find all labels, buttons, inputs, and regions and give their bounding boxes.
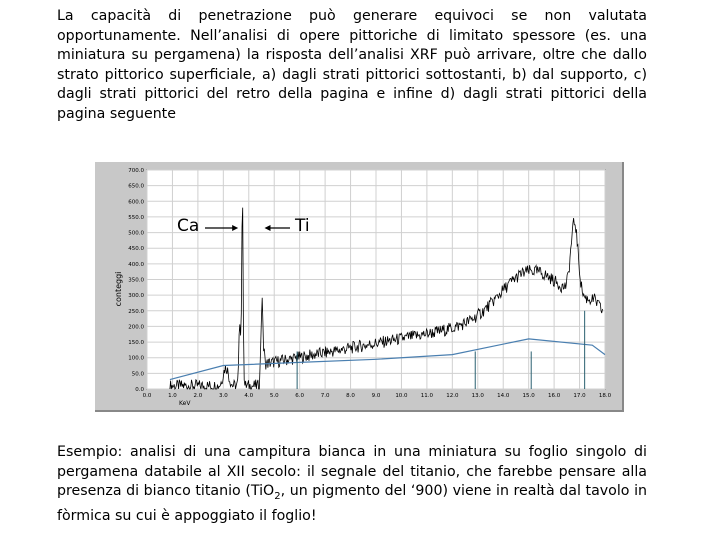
y-tick-label: 450.0 bbox=[128, 246, 144, 253]
x-tick-label: 1.0 bbox=[168, 393, 177, 399]
y-tick-label: 650.0 bbox=[128, 183, 144, 190]
x-tick-label: 13.0 bbox=[471, 393, 484, 399]
example-text-2: , un pigmento del ‘900) viene in realtà dal tavolo in fòrmica su cui è appoggiato il foglio! bbox=[57, 483, 647, 524]
x-tick-label: 16.0 bbox=[547, 393, 561, 399]
y-tick-label: 150.0 bbox=[128, 340, 144, 347]
xrf-spectrum-chart bbox=[95, 162, 622, 410]
example-text-1: Esempio: analisi di una campitura bianca in una miniatura su foglio singolo di pergamena databile al XII secolo: il segnale del titanio, che farebbe pensare alla presenza di bianco titanio (TiO bbox=[57, 444, 647, 500]
x-tick-label: 3.0 bbox=[218, 393, 228, 399]
y-tick-label: 550.0 bbox=[128, 214, 144, 221]
x-tick-label: 7.0 bbox=[320, 393, 330, 399]
x-tick-label: 6.0 bbox=[295, 393, 305, 399]
y-tick-label: 700.0 bbox=[128, 168, 144, 174]
x-tick-label: 14.0 bbox=[497, 393, 510, 399]
annotation-ti: Ti bbox=[295, 216, 310, 236]
x-tick-label: 9.0 bbox=[371, 393, 381, 399]
example-paragraph bbox=[57, 443, 647, 526]
x-tick-label: 12.0 bbox=[446, 393, 459, 399]
y-tick-label: 300.0 bbox=[128, 293, 144, 300]
x-axis-label: KeV bbox=[179, 400, 191, 407]
annotation-ca: Ca bbox=[177, 216, 200, 236]
x-tick-label: 8.0 bbox=[346, 393, 355, 399]
y-tick-label: 250.0 bbox=[128, 308, 144, 315]
x-tick-label: 17.0 bbox=[573, 393, 586, 399]
y-axis-label: conteggi bbox=[114, 271, 123, 307]
x-tick-label: 4.0 bbox=[244, 393, 254, 399]
x-tick-label: 15.0 bbox=[522, 393, 535, 399]
example-subscript: 2 bbox=[274, 491, 281, 503]
x-tick-label: 10.0 bbox=[395, 393, 408, 399]
y-tick-label: 100.0 bbox=[128, 355, 144, 362]
x-tick-label: 2.0 bbox=[193, 393, 203, 399]
y-tick-label: 500.0 bbox=[128, 230, 144, 237]
y-tick-label: 50.0 bbox=[131, 371, 144, 378]
y-tick-label: 400.0 bbox=[128, 261, 144, 268]
y-tick-label: 350.0 bbox=[128, 277, 144, 284]
x-tick-label: 11.0 bbox=[420, 393, 434, 399]
intro-paragraph: La capacità di penetrazione può generare equivoci se non valutata opportunamente. Nell’analisi di opere pittoriche di limitato spessore (es. una miniatura su pergamena) la risposta dell’analisi XRF può arrivare, oltre che dallo strato pittorico superficiale, a) dagli strati pittorici sottostanti, b) dal supporto, c) dagli strati pittorici del retro della pagina e infine d) dagli strati pittorici della pagina seguente bbox=[57, 8, 647, 122]
y-tick-label: 600.0 bbox=[128, 199, 144, 206]
x-tick-label: 5.0 bbox=[269, 393, 279, 399]
y-tick-label: 0.0 bbox=[135, 387, 144, 393]
x-tick-label: 18.0 bbox=[598, 393, 612, 399]
x-tick-label: 0.0 bbox=[142, 393, 152, 399]
xrf-spectrum-figure bbox=[95, 162, 624, 412]
y-tick-label: 200.0 bbox=[128, 324, 144, 331]
